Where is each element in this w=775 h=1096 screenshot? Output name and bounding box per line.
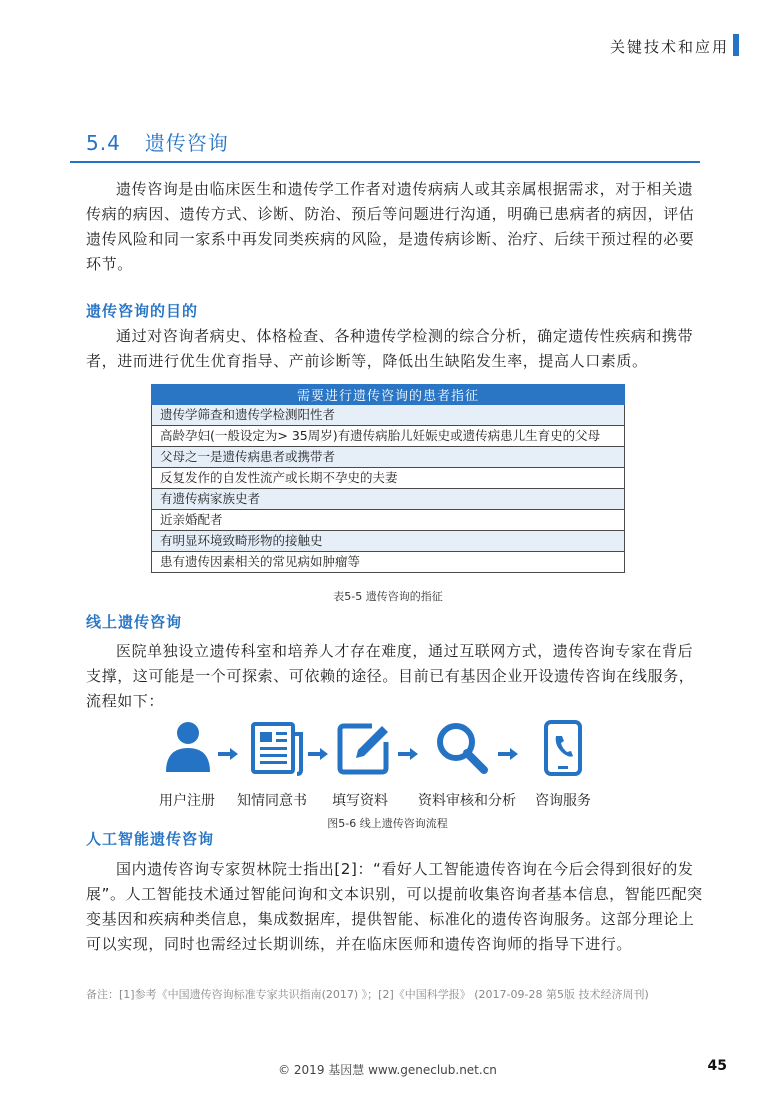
- section-rule: [70, 161, 700, 163]
- magnifier-icon: [434, 720, 490, 780]
- table-row: 遗传学筛查和遗传学检测阳性者: [152, 405, 625, 426]
- table-row: 有明显环境致畸形物的接触史: [152, 531, 625, 552]
- table-header: 需要进行遗传咨询的患者指征: [152, 385, 625, 405]
- purpose-paragraph: 通过对咨询者病史、体格检查、各种遗传学检测的综合分析，确定遗传性疾病和携带者，进而进行优生优育指导、产前诊断等，降低出生缺陷发生率，提高人口素质。: [86, 327, 694, 370]
- ai-heading: 人工智能遗传咨询: [86, 830, 215, 848]
- section-title-text: 遗传咨询: [144, 131, 229, 155]
- purpose-heading: 遗传咨询的目的: [86, 302, 199, 320]
- phone-icon: [536, 720, 592, 780]
- table-row: 患有遗传因素相关的常见病如肿瘤等: [152, 552, 625, 573]
- document-icon: [249, 720, 305, 780]
- section-title: [86, 127, 229, 156]
- table-row: 有遗传病家族史者: [152, 489, 625, 510]
- flow-label-register: 用户注册: [159, 793, 215, 809]
- user-icon: [160, 718, 216, 778]
- footnote: 备注：[1]参考《中国遗传咨询标准专家共识指南(2017) 》；[2]《中国科学报》 (2017-09-28 第5版 技术经济周刊): [86, 988, 649, 1001]
- table-row: 近亲婚配者: [152, 510, 625, 531]
- footer-copyright: © 2019 基因慧 www.geneclub.net.cn: [278, 1063, 497, 1077]
- running-header: 关键技术和应用: [609, 38, 729, 56]
- arrow-icon: [218, 745, 238, 764]
- arrow-icon: [498, 745, 518, 764]
- header-accent-bar: [733, 34, 739, 56]
- table-row: 反复发作的自发性流产或长期不孕史的夫妻: [152, 468, 625, 489]
- indication-table: [151, 384, 625, 573]
- figure-caption: 图5-6 线上遗传咨询流程: [327, 817, 448, 830]
- flow-label-review: 资料审核和分析: [418, 793, 516, 809]
- page-number: 45: [707, 1058, 727, 1074]
- arrow-icon: [398, 745, 418, 764]
- arrow-icon: [308, 745, 328, 764]
- flow-label-fill-info: 填写资料: [332, 793, 388, 809]
- online-paragraph: 医院单独设立遗传科室和培养人才存在难度，通过互联网方式，遗传咨询专家在背后支撑，这可能是一个可探索、可依赖的途径。目前已有基因企业开设遗传咨询在线服务，流程如下：: [86, 642, 695, 710]
- flow-label-consent: 知情同意书: [237, 793, 307, 809]
- online-heading: 线上遗传咨询: [86, 613, 183, 631]
- ai-paragraph: 国内遗传咨询专家贺林院士指出[2]：“看好人工智能遗传咨询在今后会得到很好的发展”。人工智能技术通过智能问询和文本识别，可以提前收集咨询者基本信息，智能匹配突变基因和疾病种类信息，集成数据库，提供智能、标准化的遗传咨询服务。这部分理论上可以实现，同时也需经过长期训练，并在临床医师和遗传咨询师的指导下进行。: [86, 860, 703, 953]
- edit-icon: [336, 720, 392, 780]
- table-row: 父母之一是遗传病患者或携带者: [152, 447, 625, 468]
- table-row: 高龄孕妇(一般设定为> 35周岁)有遗传病胎儿妊娠史或遗传病患儿生育史的父母: [152, 426, 625, 447]
- flow-label-service: 咨询服务: [535, 793, 591, 809]
- intro-paragraph: 遗传咨询是由临床医生和遗传学工作者对遗传病病人或其亲属根据需求，对于相关遗传病的病因、遗传方式、诊断、防治、预后等问题进行沟通，明确已患病者的病因，评估遗传风险和同一家系中再发同类疾病的风险，是遗传病诊断、治疗、后续干预过程的必要环节。: [86, 180, 695, 273]
- table-caption: 表5-5 遗传咨询的指征: [333, 590, 443, 603]
- section-number: 5.4: [86, 131, 121, 155]
